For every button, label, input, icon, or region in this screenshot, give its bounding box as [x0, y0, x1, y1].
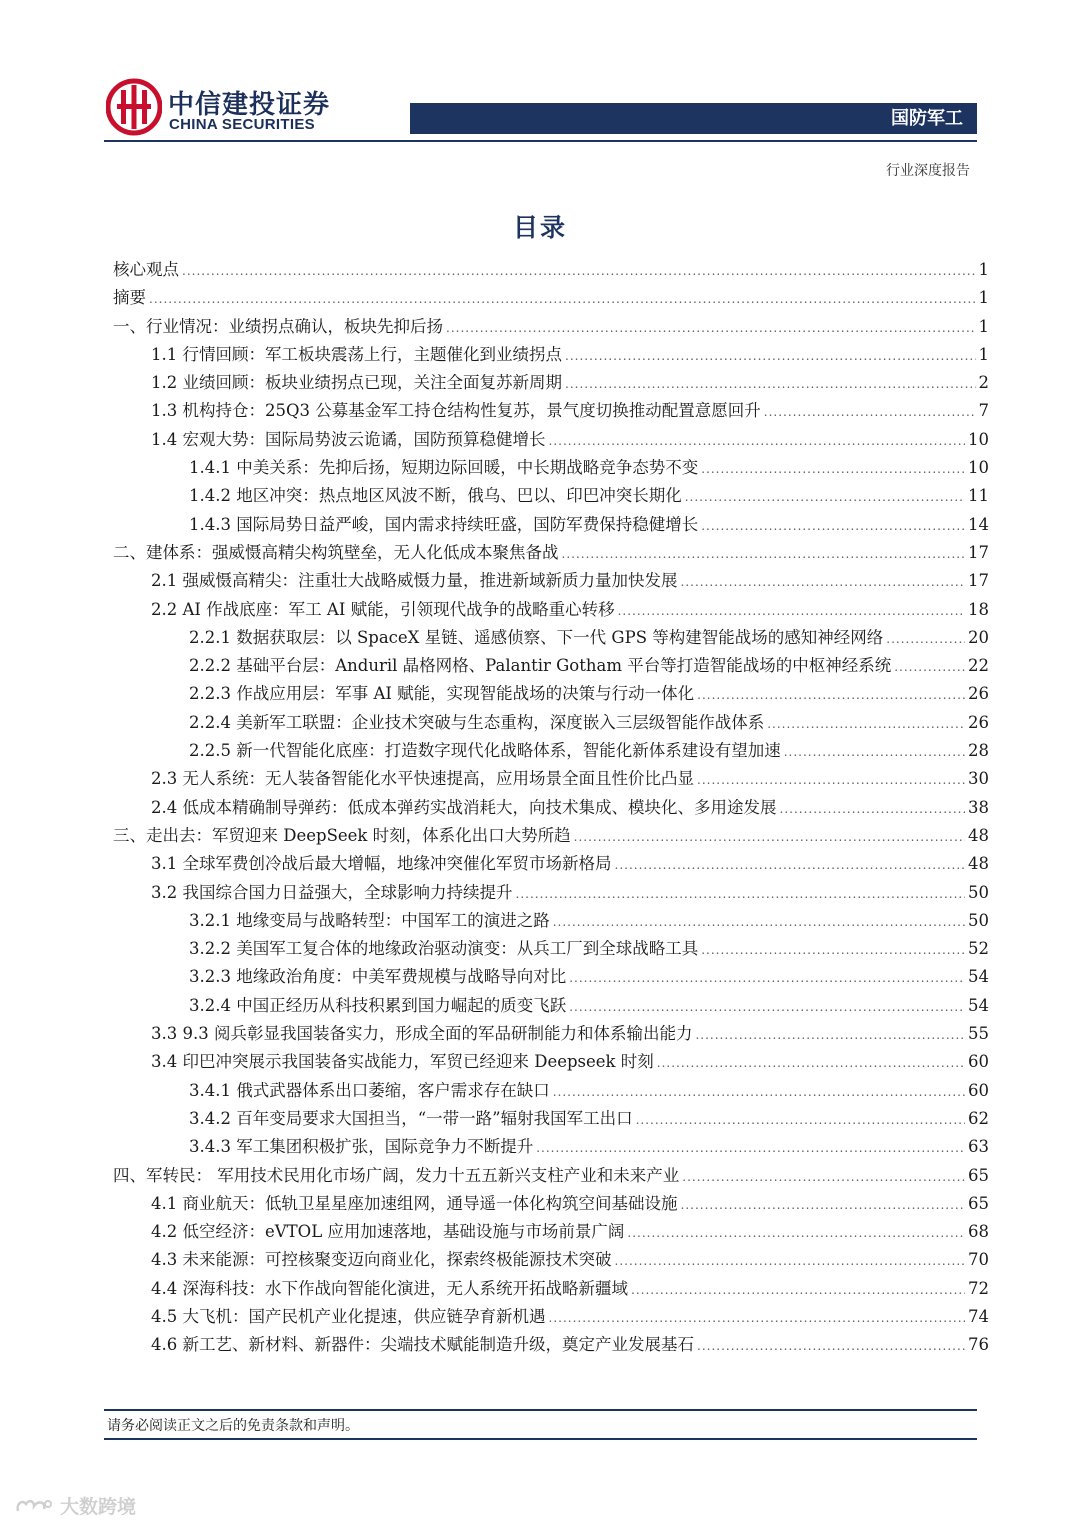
toc-dot-leader — [697, 766, 965, 794]
toc-entry-page: 70 — [968, 1250, 989, 1270]
toc-entry-label: 3.2.3 地缘政治角度：中美军费规模与战略导向对比 — [189, 967, 567, 987]
toc-dot-leader — [886, 625, 965, 653]
toc-entry-label: 1.4.2 地区冲突：热点地区风波不断，俄乌、巴以、印巴冲突长期化 — [189, 486, 682, 506]
toc-dot-leader — [446, 314, 976, 342]
toc-entry-label: 2.3 无人系统：无人装备智能化水平快速提高，应用场景全面且性价比凸显 — [151, 769, 694, 789]
toc-entry-label: 2.2.3 作战应用层：军事 AI 赋能，实现智能战场的决策与行动一体化 — [189, 684, 695, 704]
sector-banner: 国防军工 — [410, 103, 977, 134]
toc-entry-page: 65 — [968, 1193, 989, 1213]
toc-dot-leader — [549, 1304, 966, 1332]
toc-entry-label: 2.2.5 新一代智能化底座：打造数字现代化战略体系，智能化新体系建设有望加速 — [189, 741, 781, 761]
toc-dot-leader — [701, 512, 965, 540]
toc-entry[interactable] — [113, 511, 989, 539]
toc-entry-label: 3.4.2 百年变局要求大国担当，“一带一路”辐射我国军工出口 — [189, 1108, 633, 1128]
toc-entry[interactable] — [113, 624, 989, 652]
toc-entry-page: 65 — [968, 1165, 989, 1185]
toc-dot-leader — [569, 993, 965, 1021]
toc-entry-page: 17 — [968, 571, 989, 591]
toc-entry[interactable] — [113, 1162, 989, 1190]
toc-entry[interactable] — [113, 1133, 989, 1161]
toc-entry-label: 二、建体系：强威慑高精尖构筑壁垒，无人化低成本聚焦备战 — [113, 542, 559, 562]
company-logo — [106, 78, 346, 138]
toc-entry-page: 20 — [968, 627, 989, 647]
toc-dot-leader — [565, 342, 976, 370]
toc-entry[interactable] — [113, 256, 989, 284]
toc-entry-label: 3.4.3 军工集团积极扩张，国际竞争力不断提升 — [189, 1137, 534, 1157]
toc-entry-page: 17 — [968, 542, 989, 562]
toc-entry[interactable] — [113, 539, 989, 567]
toc-dot-leader — [574, 823, 965, 851]
toc-entry-page: 7 — [978, 401, 989, 421]
toc-entry-page: 10 — [968, 429, 989, 449]
toc-entry-label: 1.4 宏观大势：国际局势波云诡谲，国防预算稳健增长 — [151, 429, 546, 449]
toc-dot-leader — [784, 738, 965, 766]
toc-entry-label: 3.4.1 俄式武器体系出口萎缩，客户需求存在缺口 — [189, 1080, 550, 1100]
toc-entry-page: 11 — [968, 486, 989, 506]
toc-entry-page: 50 — [968, 882, 989, 902]
footer-divider-top — [104, 1409, 977, 1411]
toc-entry-page: 26 — [968, 712, 989, 732]
toc-entry-label: 4.3 未来能源：可控核聚变迈向商业化，探索终极能源技术突破 — [151, 1250, 612, 1270]
toc-entry-label: 2.1 强威慑高精尖：注重壮大战略威慑力量，推进新域新质力量加快发展 — [151, 571, 678, 591]
toc-entry[interactable] — [113, 482, 989, 510]
toc-entry-page: 54 — [968, 995, 989, 1015]
toc-entry[interactable] — [113, 992, 989, 1020]
toc-entry[interactable] — [113, 596, 989, 624]
toc-title: 目录 — [512, 213, 567, 242]
logo-chinese-name: 中信建投证券 — [168, 90, 331, 120]
toc-entry-page: 48 — [968, 825, 989, 845]
toc-entry[interactable] — [113, 652, 989, 680]
toc-entry-page: 52 — [968, 939, 989, 959]
logo-emblem-icon — [106, 78, 162, 136]
toc-entry-label: 2.2.1 数据获取层：以 SpaceX 星链、遥感侦察、下一代 GPS 等构建智能战场的感知神经网络 — [189, 627, 884, 647]
toc-dot-leader — [894, 653, 965, 681]
toc-entry-label: 核心观点 — [113, 260, 179, 279]
toc-entry-label: 3.3 9.3 阅兵彰显我国装备实力，形成全面的军品研制能力和体系输出能力 — [151, 1024, 693, 1044]
toc-dot-leader — [697, 681, 965, 709]
toc-entry[interactable] — [113, 907, 989, 935]
toc-dot-leader — [697, 1332, 965, 1360]
toc-dot-leader — [657, 1049, 965, 1077]
toc-entry-label: 1.2 业绩回顾：板块业绩拐点已现，关注全面复苏新周期 — [151, 373, 562, 393]
toc-entry-page: 1 — [978, 344, 989, 364]
toc-entry-label: 三、走出去：军贸迎来 DeepSeek 时刻，体系化出口大势所趋 — [113, 825, 571, 845]
toc-entry-label: 4.4 深海科技：水下作战向智能化演进，无人系统开拓战略新疆域 — [151, 1278, 628, 1298]
toc-dot-leader — [569, 964, 965, 992]
watermark-text: 大数跨境 — [60, 1496, 137, 1518]
toc-entry-label: 3.2.2 美国军工复合体的地缘政治驱动演变：从兵工厂到全球战略工具 — [189, 939, 699, 959]
toc-dot-leader — [182, 257, 976, 285]
toc-entry-label: 2.2 AI 作战底座：军工 AI 赋能，引领现代战争的战略重心转移 — [151, 599, 615, 619]
toc-dot-leader — [767, 710, 965, 738]
toc-entry-label: 1.4.1 中美关系：先抑后扬，短期边际回暖，中长期战略竞争态势不变 — [189, 458, 699, 478]
toc-entry-page: 2 — [978, 373, 989, 393]
toc-entry[interactable] — [113, 850, 989, 878]
toc-dot-leader — [764, 398, 976, 426]
toc-dot-leader — [631, 1276, 965, 1304]
toc-entry-page: 68 — [968, 1222, 989, 1242]
toc-dot-leader — [701, 455, 965, 483]
toc-entry[interactable] — [113, 709, 989, 737]
toc-dot-leader — [618, 597, 965, 625]
toc-entry-label: 4.5 大飞机：国产民机产业化提速，供应链孕育新机遇 — [151, 1306, 546, 1326]
toc-dot-leader — [627, 1219, 965, 1247]
toc-entry-page: 72 — [968, 1278, 989, 1298]
toc-entry[interactable] — [113, 935, 989, 963]
toc-dot-leader — [685, 483, 965, 511]
toc-entry-page: 1 — [978, 260, 989, 279]
toc-entry-label: 1.4.3 国际局势日益严峻，国内需求持续旺盛，国防军费保持稳健增长 — [189, 514, 699, 534]
toc-dot-leader — [780, 795, 966, 823]
toc-dot-leader — [695, 1021, 965, 1049]
watermark — [14, 1492, 136, 1519]
toc-dot-leader — [682, 1163, 965, 1191]
toc-entry-page: 54 — [968, 967, 989, 987]
toc-entry[interactable] — [113, 1077, 989, 1105]
toc-entry-label: 1.1 行情回顾：军工板块震荡上行，主题催化到业绩拐点 — [151, 344, 562, 364]
toc-entry[interactable] — [113, 397, 989, 425]
toc-entry-page: 63 — [968, 1137, 989, 1157]
toc-entry-label: 3.2.4 中国正经历从科技积累到国力崛起的质变飞跃 — [189, 995, 567, 1015]
toc-dot-leader — [149, 285, 976, 313]
toc-entry[interactable] — [113, 737, 989, 765]
toc-entry[interactable] — [113, 879, 989, 907]
toc-entry[interactable] — [113, 341, 989, 369]
report-type-label: 行业深度报告 — [886, 163, 970, 179]
toc-entry-label: 3.2 我国综合国力日益强大，全球影响力持续提升 — [151, 882, 513, 902]
toc-entry-label: 2.2.4 美新军工联盟：企业技术突破与生态重构，深度嵌入三层级智能作战体系 — [189, 712, 765, 732]
toc-entry-page: 50 — [968, 910, 989, 930]
watermark-logo-icon — [14, 1496, 54, 1516]
toc-entry-label: 4.2 低空经济：eVTOL 应用加速落地，基础设施与市场前景广阔 — [151, 1222, 625, 1242]
toc-entry-page: 60 — [968, 1080, 989, 1100]
toc-dot-leader — [562, 540, 966, 568]
toc-entry[interactable] — [113, 765, 989, 793]
toc-entry-label: 四、军转民： 军用技术民用化市场广阔，发力十五五新兴支柱产业和未来产业 — [113, 1165, 680, 1185]
toc-entry-page: 1 — [978, 316, 989, 336]
toc-dot-leader — [516, 880, 966, 908]
header-divider — [104, 140, 977, 142]
disclaimer-text: 请务必阅读正文之后的免责条款和声明。 — [107, 1418, 359, 1434]
toc-entry[interactable] — [113, 1218, 989, 1246]
toc-entry-page: 48 — [968, 854, 989, 874]
toc-entry[interactable] — [113, 680, 989, 708]
toc-entry-label: 3.4 印巴冲突展示我国装备实战能力，军贸已经迎来 Deepseek 时刻 — [151, 1052, 654, 1072]
toc-dot-leader — [681, 568, 966, 596]
toc-entry-page: 26 — [968, 684, 989, 704]
toc-dot-leader — [536, 1134, 965, 1162]
toc-entry-page: 60 — [968, 1052, 989, 1072]
toc-entry-page: 74 — [968, 1306, 989, 1326]
toc-dot-leader — [565, 370, 976, 398]
toc-entry[interactable] — [113, 284, 989, 312]
toc-entry-label: 2.2.2 基础平台层：Anduril 晶格网格、Palantir Gotham 平台等打造智能战场的中枢神经系统 — [189, 656, 892, 676]
toc-entry-label: 4.6 新工艺、新材料、新器件：尖端技术赋能制造升级，奠定产业发展基石 — [151, 1335, 694, 1355]
toc-entry-label: 2.4 低成本精确制导弹药：低成本弹药实战消耗大，向技术集成、模块化、多用途发展 — [151, 797, 777, 817]
table-of-contents — [113, 256, 989, 1360]
toc-entry[interactable] — [113, 1190, 989, 1218]
footer-divider-bottom — [104, 1438, 977, 1440]
toc-entry-page: 28 — [968, 741, 989, 761]
toc-entry-page: 62 — [968, 1108, 989, 1128]
logo-english-name: CHINA SECURITIES — [169, 116, 315, 133]
toc-entry-page: 38 — [968, 797, 989, 817]
toc-dot-leader — [615, 851, 966, 879]
toc-entry[interactable] — [113, 454, 989, 482]
toc-entry-page: 76 — [968, 1335, 989, 1355]
toc-entry[interactable] — [113, 426, 989, 454]
toc-dot-leader — [636, 1106, 965, 1134]
toc-entry-label: 3.2.1 地缘变局与战略转型：中国军工的演进之路 — [189, 910, 550, 930]
toc-entry[interactable] — [113, 1048, 989, 1076]
toc-dot-leader — [615, 1247, 966, 1275]
toc-entry-page: 22 — [968, 656, 989, 676]
toc-entry-label: 4.1 商业航天：低轨卫星星座加速组网，通导遥一体化构筑空间基础设施 — [151, 1193, 678, 1213]
toc-entry-label: 一、行业情况：业绩拐点确认，板块先抑后扬 — [113, 316, 443, 336]
toc-dot-leader — [553, 908, 965, 936]
toc-entry[interactable] — [113, 313, 989, 341]
toc-entry-label: 1.3 机构持仓：25Q3 公募基金军工持仓结构性复苏，景气度切换推动配置意愿回升 — [151, 401, 761, 421]
toc-entry[interactable] — [113, 1303, 989, 1331]
toc-entry-label: 摘要 — [113, 288, 146, 308]
toc-entry[interactable] — [113, 1275, 989, 1303]
toc-entry-page: 18 — [968, 599, 989, 619]
toc-entry-page: 14 — [968, 514, 989, 534]
toc-entry[interactable] — [113, 822, 989, 850]
toc-dot-leader — [553, 1078, 965, 1106]
toc-entry-page: 1 — [978, 288, 989, 308]
toc-entry[interactable] — [113, 1020, 989, 1048]
toc-entry[interactable] — [113, 794, 989, 822]
toc-entry-page: 55 — [968, 1024, 989, 1044]
toc-entry-page: 30 — [968, 769, 989, 789]
toc-entry[interactable] — [113, 567, 989, 595]
toc-entry-label: 3.1 全球军费创冷战后最大增幅，地缘冲突催化军贸市场新格局 — [151, 854, 612, 874]
toc-entry-page: 10 — [968, 458, 989, 478]
toc-entry[interactable] — [113, 963, 989, 991]
toc-dot-leader — [549, 427, 966, 455]
toc-dot-leader — [701, 936, 965, 964]
toc-entry[interactable] — [113, 1105, 989, 1133]
toc-entry[interactable] — [113, 1331, 989, 1359]
toc-entry[interactable] — [113, 369, 989, 397]
toc-dot-leader — [681, 1191, 966, 1219]
toc-entry[interactable] — [113, 1246, 989, 1274]
